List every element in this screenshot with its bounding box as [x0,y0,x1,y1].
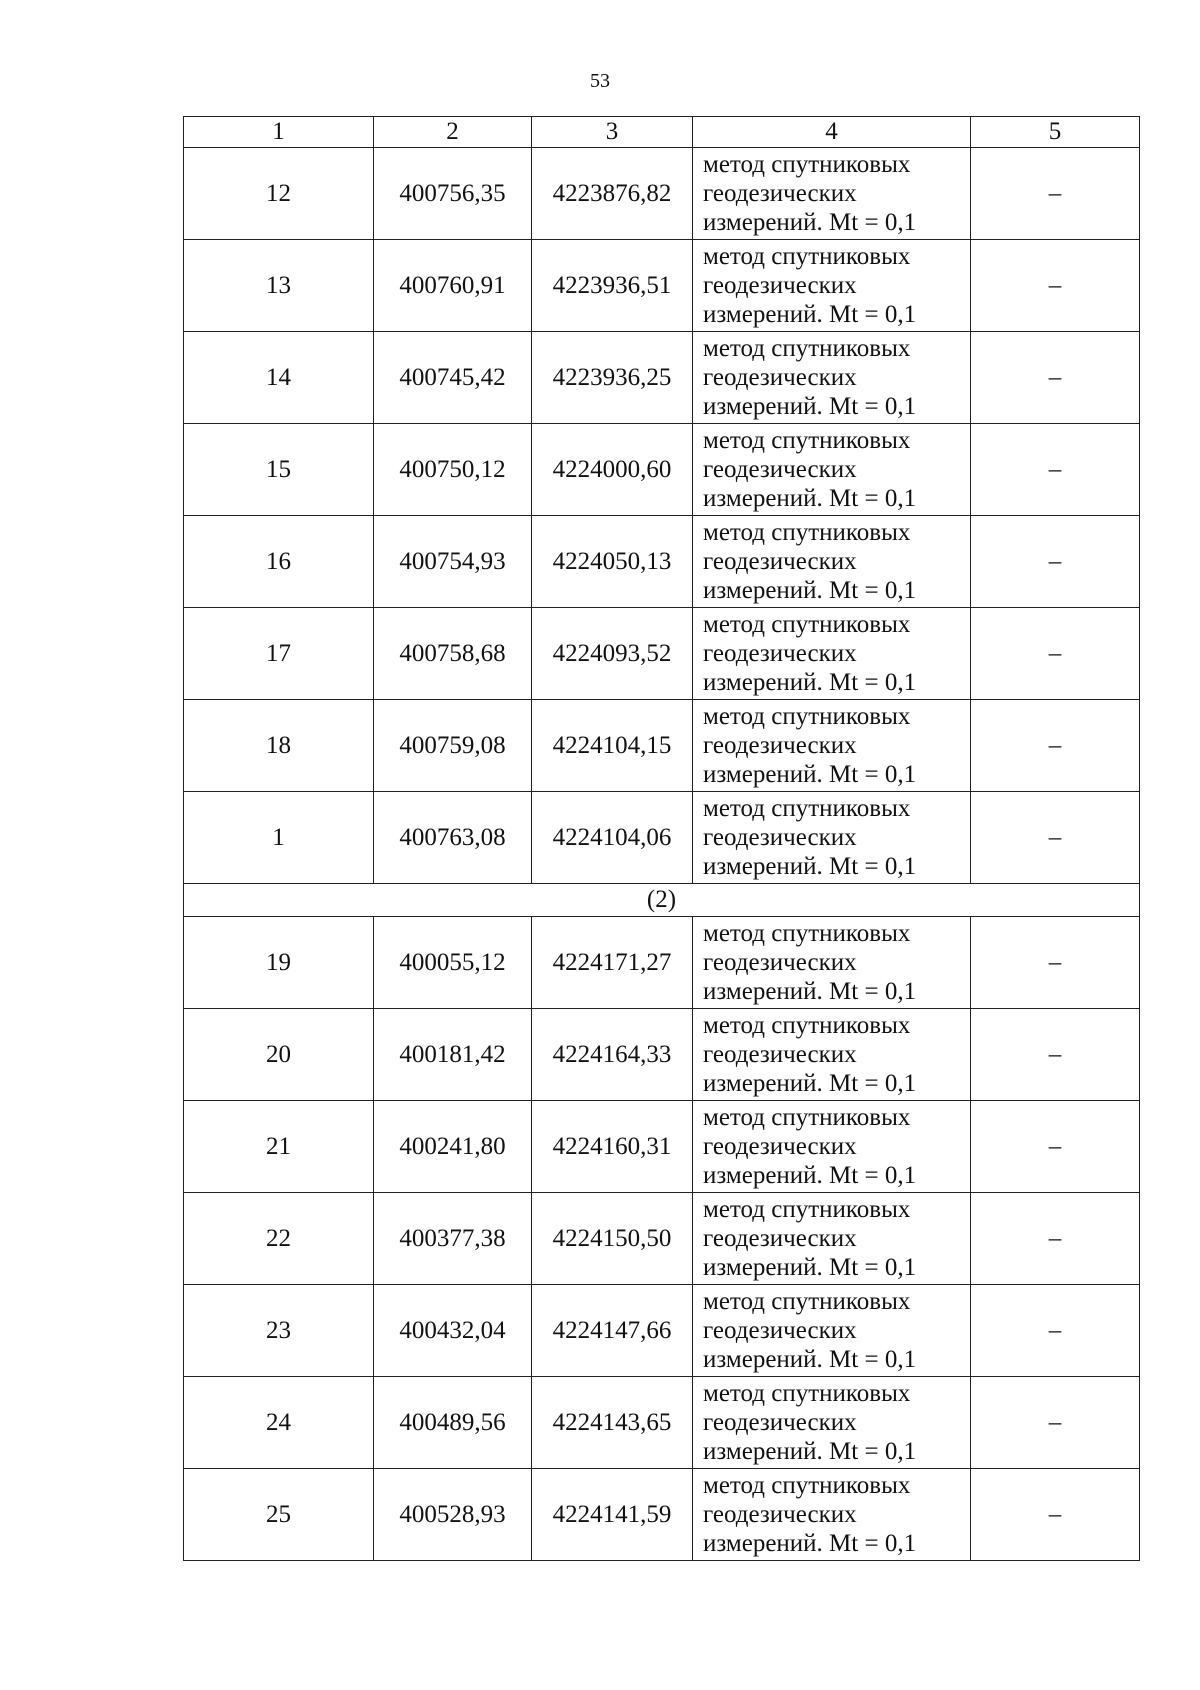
table-row [184,700,1140,792]
point-number-cell: 25 [184,1469,374,1561]
table-body [184,148,1140,1561]
note-cell: – [971,516,1140,608]
note-cell: – [971,1101,1140,1193]
method-line: геодезических [703,1409,857,1436]
y-coordinate-cell: 4224160,31 [532,1101,693,1193]
x-coordinate-cell: 400377,38 [374,1193,532,1285]
method-line: метод спутниковых [703,1288,911,1315]
x-coordinate-cell: 400758,68 [374,608,532,700]
point-number-cell: 17 [184,608,374,700]
coordinates-table [183,116,1140,1561]
method-cell [693,1377,971,1469]
method-line: геодезических [703,180,857,207]
method-line: метод спутниковых [703,703,911,730]
note-cell: – [971,917,1140,1009]
table-row [184,792,1140,884]
method-line: измерений. Mt = 0,1 [703,669,917,696]
table-row [184,332,1140,424]
method-line: метод спутниковых [703,1104,911,1131]
x-coordinate-cell: 400750,12 [374,424,532,516]
method-line: измерений. Mt = 0,1 [703,577,917,604]
method-line: измерений. Mt = 0,1 [703,1162,917,1189]
method-line: метод спутниковых [703,335,911,362]
method-line: метод спутниковых [703,1380,911,1407]
y-coordinate-cell: 4224104,06 [532,792,693,884]
method-cell [693,917,971,1009]
method-line: геодезических [703,364,857,391]
point-number-cell: 12 [184,148,374,240]
note-cell: – [971,148,1140,240]
y-coordinate-cell: 4224143,65 [532,1377,693,1469]
x-coordinate-cell: 400745,42 [374,332,532,424]
method-line: метод спутниковых [703,611,911,638]
table-row [184,148,1140,240]
column-header-2: 2 [374,117,532,148]
note-cell: – [971,792,1140,884]
y-coordinate-cell: 4224093,52 [532,608,693,700]
method-line: геодезических [703,1225,857,1252]
note-cell: – [971,608,1140,700]
section-label: (2) [184,884,1140,917]
column-header-5: 5 [971,117,1140,148]
point-number-cell: 19 [184,917,374,1009]
method-line: измерений. Mt = 0,1 [703,761,917,788]
table-row [184,1101,1140,1193]
x-coordinate-cell: 400754,93 [374,516,532,608]
method-line: измерений. Mt = 0,1 [703,393,917,420]
x-coordinate-cell: 400241,80 [374,1101,532,1193]
y-coordinate-cell: 4223876,82 [532,148,693,240]
x-coordinate-cell: 400055,12 [374,917,532,1009]
method-line: геодезических [703,548,857,575]
method-line: измерений. Mt = 0,1 [703,1070,917,1097]
method-line: геодезических [703,1317,857,1344]
y-coordinate-cell: 4224171,27 [532,917,693,1009]
method-line: измерений. Mt = 0,1 [703,1438,917,1465]
point-number-cell: 13 [184,240,374,332]
method-line: геодезических [703,949,857,976]
method-line: геодезических [703,272,857,299]
point-number-cell: 15 [184,424,374,516]
method-cell [693,792,971,884]
method-line: метод спутниковых [703,243,911,270]
method-cell [693,516,971,608]
page-number: 53 [590,70,610,92]
column-header-4: 4 [693,117,971,148]
method-cell [693,424,971,516]
x-coordinate-cell: 400760,91 [374,240,532,332]
column-header-3: 3 [532,117,693,148]
method-line: измерений. Mt = 0,1 [703,1346,917,1373]
method-cell [693,1193,971,1285]
note-cell: – [971,424,1140,516]
point-number-cell: 1 [184,792,374,884]
method-cell [693,1469,971,1561]
y-coordinate-cell: 4224147,66 [532,1285,693,1377]
point-number-cell: 22 [184,1193,374,1285]
method-cell [693,240,971,332]
x-coordinate-cell: 400763,08 [374,792,532,884]
note-cell: – [971,1285,1140,1377]
method-line: измерений. Mt = 0,1 [703,978,917,1005]
method-line: метод спутниковых [703,519,911,546]
point-number-cell: 18 [184,700,374,792]
method-line: измерений. Mt = 0,1 [703,209,917,236]
method-line: геодезических [703,824,857,851]
method-cell [693,1009,971,1101]
method-cell [693,148,971,240]
y-coordinate-cell: 4224164,33 [532,1009,693,1101]
x-coordinate-cell: 400756,35 [374,148,532,240]
method-line: метод спутниковых [703,151,911,178]
method-cell [693,1101,971,1193]
method-line: геодезических [703,1041,857,1068]
method-line: геодезических [703,732,857,759]
point-number-cell: 20 [184,1009,374,1101]
method-line: геодезических [703,640,857,667]
note-cell: – [971,1009,1140,1101]
note-cell: – [971,332,1140,424]
point-number-cell: 16 [184,516,374,608]
method-line: метод спутниковых [703,1472,911,1499]
table-row [184,1285,1140,1377]
y-coordinate-cell: 4224104,15 [532,700,693,792]
y-coordinate-cell: 4223936,25 [532,332,693,424]
point-number-cell: 14 [184,332,374,424]
note-cell: – [971,240,1140,332]
method-line: метод спутниковых [703,920,911,947]
table-row [184,1377,1140,1469]
method-line: измерений. Mt = 0,1 [703,301,917,328]
method-line: измерений. Mt = 0,1 [703,853,917,880]
table-row [184,917,1140,1009]
point-number-cell: 24 [184,1377,374,1469]
x-coordinate-cell: 400759,08 [374,700,532,792]
note-cell: – [971,700,1140,792]
table-row [184,424,1140,516]
y-coordinate-cell: 4224050,13 [532,516,693,608]
table-row [184,1469,1140,1561]
y-coordinate-cell: 4224000,60 [532,424,693,516]
method-line: геодезических [703,1133,857,1160]
method-line: измерений. Mt = 0,1 [703,485,917,512]
method-line: геодезических [703,1501,857,1528]
method-line: метод спутниковых [703,1196,911,1223]
point-number-cell: 21 [184,1101,374,1193]
method-cell [693,608,971,700]
y-coordinate-cell: 4223936,51 [532,240,693,332]
note-cell: – [971,1469,1140,1561]
table-header-row [184,117,1140,148]
y-coordinate-cell: 4224150,50 [532,1193,693,1285]
column-header-1: 1 [184,117,374,148]
table-row [184,516,1140,608]
method-line: измерений. Mt = 0,1 [703,1530,917,1557]
table-row [184,1009,1140,1101]
table-row [184,608,1140,700]
method-line: метод спутниковых [703,1012,911,1039]
x-coordinate-cell: 400181,42 [374,1009,532,1101]
method-cell [693,1285,971,1377]
table-row [184,240,1140,332]
method-line: метод спутниковых [703,795,911,822]
note-cell: – [971,1193,1140,1285]
method-cell [693,332,971,424]
method-cell [693,700,971,792]
note-cell: – [971,1377,1140,1469]
y-coordinate-cell: 4224141,59 [532,1469,693,1561]
method-line: метод спутниковых [703,427,911,454]
method-line: геодезических [703,456,857,483]
method-line: измерений. Mt = 0,1 [703,1254,917,1281]
table-row [184,1193,1140,1285]
x-coordinate-cell: 400432,04 [374,1285,532,1377]
section-row [184,884,1140,917]
point-number-cell: 23 [184,1285,374,1377]
x-coordinate-cell: 400489,56 [374,1377,532,1469]
x-coordinate-cell: 400528,93 [374,1469,532,1561]
